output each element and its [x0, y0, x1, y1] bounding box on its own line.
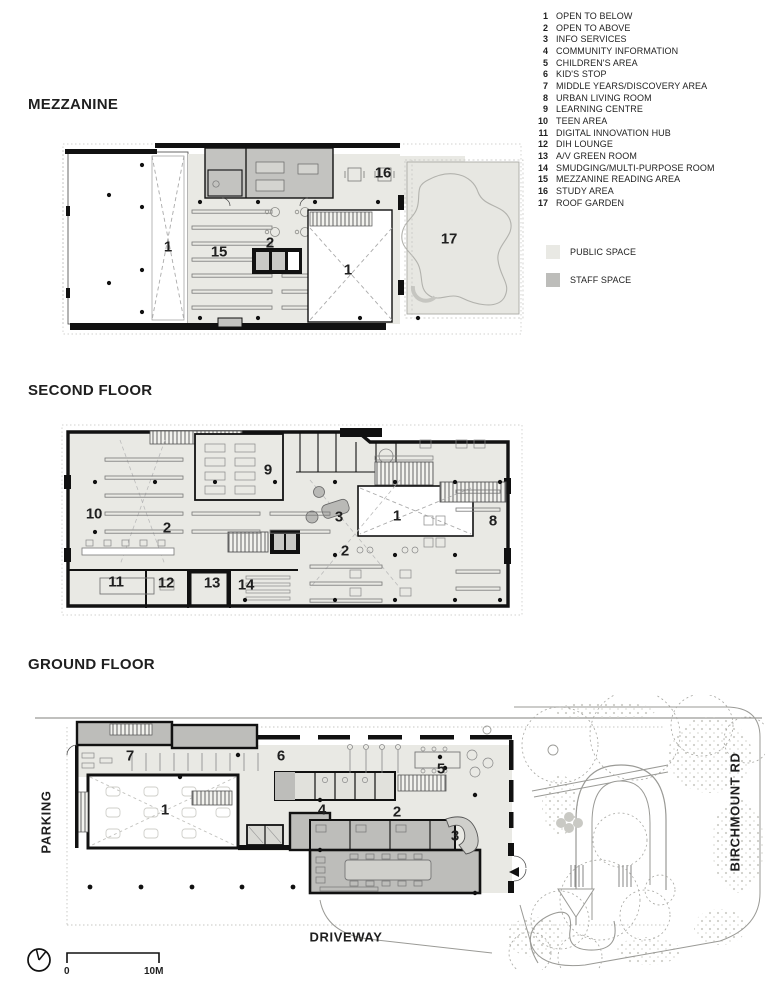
- driveway-curve: [320, 900, 492, 953]
- second-floor-title: SECOND FLOOR: [28, 382, 153, 399]
- legend-item: 17 ROOF GARDEN: [537, 197, 625, 208]
- ground-room-label: 2: [392, 803, 402, 821]
- legend-item: 8 URBAN LIVING ROOM: [542, 92, 652, 103]
- second-room-label: 8: [488, 512, 498, 530]
- stair-hatch: [110, 724, 152, 735]
- ground-room-label: 6: [276, 747, 286, 765]
- mezz-room-label: 1: [343, 261, 353, 279]
- washroom-core: [275, 772, 395, 800]
- legend: [534, 11, 772, 209]
- ground-floor-title: GROUND FLOOR: [28, 656, 155, 673]
- legend-item: 12 DIH LOUNGE: [537, 139, 614, 150]
- elevator-core: [252, 248, 302, 274]
- scale-bar: [64, 948, 168, 966]
- second-room-label: 13: [203, 574, 221, 592]
- stair-hatch: [192, 791, 232, 805]
- public-space-key: PUBLIC SPACE: [546, 245, 636, 259]
- legend-item: 4 COMMUNITY INFORMATION: [542, 45, 679, 56]
- second-room-label: 3: [334, 508, 344, 526]
- second-room-label: 14: [237, 576, 255, 594]
- legend-item: 7 MIDDLE YEARS/DISCOVERY AREA: [542, 80, 708, 91]
- staff-space-key: STAFF SPACE: [546, 273, 631, 287]
- workstation-row: [82, 548, 174, 555]
- legend-item: 10 TEEN AREA: [537, 115, 608, 126]
- ground-room-label: 5: [436, 760, 446, 778]
- scale-ten-m: 10M: [144, 966, 164, 977]
- second-room-label: 2: [162, 519, 172, 537]
- second-room-label: 12: [157, 574, 175, 592]
- stair-hatch: [440, 482, 506, 502]
- second-floor-plan-drawing: [60, 420, 525, 620]
- ground-floor-plan: [20, 695, 765, 970]
- ground-room-label: 1: [160, 801, 170, 819]
- legend-item: 9 LEARNING CENTRE: [542, 104, 644, 115]
- mezz-room-label: 1: [163, 238, 173, 256]
- legend-item: 14 SMUDGING/MULTI-PURPOSE ROOM: [537, 162, 715, 173]
- legend-item: 5 CHILDREN'S AREA: [542, 57, 638, 68]
- mezz-room-label: 17: [440, 230, 458, 248]
- arch-walk-inner: [592, 781, 650, 920]
- stair-hatch: [375, 462, 433, 485]
- street-label: BIRCHMOUNT RD: [727, 752, 743, 872]
- legend-item: 3 INFO SERVICES: [542, 34, 627, 45]
- driveway-label: DRIVEWAY: [309, 929, 383, 945]
- second-room-label: 11: [108, 573, 124, 591]
- second-room-label: 2: [340, 542, 350, 560]
- legend-item: 2 OPEN TO ABOVE: [542, 22, 631, 33]
- stair-hatch: [310, 212, 372, 226]
- ground-floor-plan-drawing: [20, 695, 765, 970]
- mezzanine-title: MEZZANINE: [28, 96, 119, 113]
- second-floor-plan: [60, 420, 525, 620]
- public-space-swatch: [546, 245, 560, 259]
- second-room-label: 10: [85, 505, 103, 523]
- mezz-room-label: 16: [374, 164, 392, 182]
- ground-room-label: 3: [450, 827, 460, 845]
- mezz-room-label: 2: [265, 234, 275, 252]
- staff-space-swatch: [546, 273, 560, 287]
- staff-block: [172, 725, 257, 748]
- mezz-room-label: 15: [210, 243, 228, 261]
- legend-item: 11 DIGITAL INNOVATION HUB: [538, 127, 671, 138]
- legend-item: 13 A/V GREEN ROOM: [537, 150, 637, 161]
- legend-item: 6 KID'S STOP: [542, 69, 607, 80]
- elevators: [247, 825, 283, 845]
- legend-item: 15 MEZZANINE READING AREA: [537, 174, 681, 185]
- scale-zero: 0: [64, 966, 70, 977]
- second-room-label: 1: [392, 507, 402, 525]
- parking-label: PARKING: [38, 790, 54, 854]
- ground-room-label: 4: [317, 801, 327, 819]
- program-room: [77, 775, 238, 848]
- legend-item: 1 OPEN TO BELOW: [542, 11, 633, 21]
- second-room-label: 9: [263, 461, 273, 479]
- north-arrow: [24, 944, 56, 976]
- legend-item: 16 STUDY AREA: [537, 185, 614, 196]
- ground-room-label: 7: [125, 747, 135, 765]
